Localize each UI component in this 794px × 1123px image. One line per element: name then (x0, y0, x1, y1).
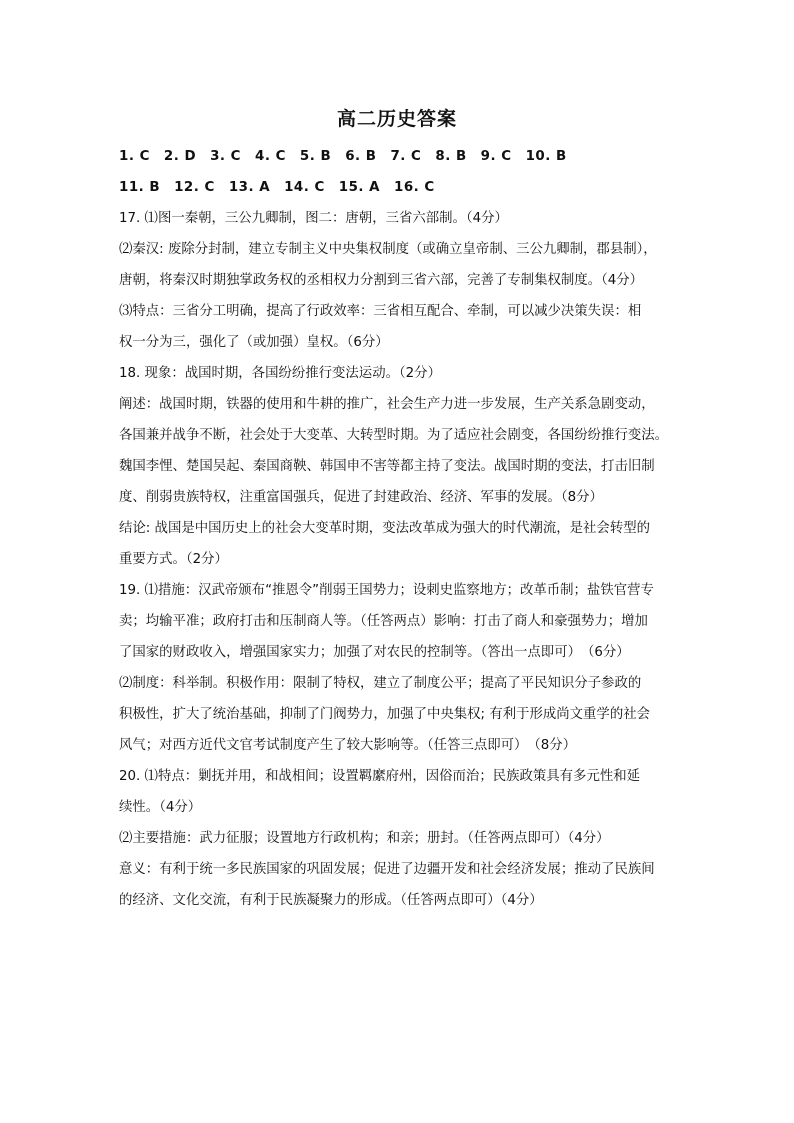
answer-line: 度、削弱贵族特权，注重富国强兵，促进了封建政治、经济、军事的发展。（8分） (119, 490, 603, 505)
answer-line: 20. ⑴特点：剿抚并用，和战相间；设置羁縻府州，因俗而治；民族政策具有多元性和延 (119, 769, 641, 784)
mc-answer: 11. B (119, 180, 161, 195)
mc-answer: 13. A (228, 180, 271, 195)
mc-answer: 9. C (480, 149, 512, 164)
multiple-choice-row-2 (119, 172, 694, 203)
mc-answer: 14. C (284, 180, 325, 195)
answer-line: 积极性，扩大了统治基础，抑制了门阀势力，加强了中央集权; 有利于形成尚文重学的社会 (119, 707, 650, 722)
answer-line: 17. ⑴图一秦朝，三公九卿制，图二：唐朝，三省六部制。（4分） (119, 211, 508, 226)
answer-line: 的经济、文化交流，有利于民族凝聚力的形成。（任答两点即可）（4分） (119, 893, 543, 908)
mc-answer: 10. B (525, 149, 567, 164)
mc-answer: 4. C (255, 149, 286, 164)
answer-line: 卖；均输平准；政府打击和压制商人等。（任答两点）影响：打击了商人和豪强势力；增加 (119, 614, 648, 629)
answer-line: 魏国李悝、楚国吴起、秦国商鞅、韩国申不害等都主持了变法。战国时期的变法，打击旧制 (119, 459, 655, 474)
answer-line: 权一分为三，强化了（或加强）皇权。（6分） (119, 335, 389, 350)
multiple-choice-row-1 (119, 141, 694, 172)
mc-answer: 12. C (174, 180, 215, 195)
mc-answer: 5. B (299, 149, 332, 164)
mc-answer: 8. B (435, 149, 467, 164)
answer-line: ⑵主要措施：武力征服；设置地方行政机构；和亲；册封。（任答两点即可）（4分） (119, 831, 610, 846)
mc-answer: 3. C (210, 149, 241, 164)
answer-line: 了国家的财政收入，增强国家实力；加强了对农民的控制等。（答出一点即可） （6分） (119, 645, 630, 660)
answer-line: ⑵秦汉: 废除分封制，建立专制主义中央集权制度（或确立皇帝制、三公九卿制，郡县制）， (119, 242, 657, 257)
answer-line: 意义：有利于统一多民族国家的巩固发展；促进了边疆开发和社会经济发展；推动了民族间 (119, 862, 655, 877)
mc-answer: 7. C (390, 149, 422, 164)
answer-line: 各国兼并战争不断，社会处于大变革、大转型时期。为了适应社会剧变，各国纷纷推行变法。 (119, 428, 669, 443)
answer-line: 续性。（4分） (119, 800, 202, 815)
answer-line: ⑶特点：三省分工明确，提高了行政效率：三省相互配合、牵制，可以减少决策失误：相 (119, 304, 642, 319)
answer-line: 阐述：战国时期，铁器的使用和牛耕的推广，社会生产力进一步发展，生产关系急剧变动， (119, 397, 655, 412)
answer-line: 风气；对西方近代文官考试制度产生了较大影响等。（任答三点即可） （8分） (119, 738, 577, 753)
mc-answer: 1. C (119, 149, 150, 164)
answer-line: 18. 现象：战国时期，各国纷纷推行变法运动。（2分） (119, 366, 441, 381)
answer-content (119, 141, 694, 916)
answer-line: ⑵制度：科举制。积极作用：限制了特权，建立了制度公平；提高了平民知识分子参政的 (119, 676, 642, 691)
answer-line: 唐朝，将秦汉时期独掌政务权的丞相权力分割到三省六部，完善了专制集权制度。（4分） (119, 273, 644, 288)
page-title: 高二历史答案 (336, 108, 457, 130)
answer-line: 重要方式。（2分） (119, 552, 228, 567)
mc-answer: 15. A (338, 180, 381, 195)
mc-answer: 16. C (394, 180, 435, 195)
answer-line: 19. ⑴措施：汉武帝颁布“推恩令”削弱王国势力；设刺史监察地方；改革币制；盐铁官营专 (119, 583, 654, 598)
mc-answer: 6. B (345, 149, 377, 164)
answer-line: 结论: 战国是中国历史上的社会大变革时期，变法改革成为强大的时代潮流，是社会转型的 (119, 521, 650, 536)
mc-answer: 2. D (163, 149, 197, 164)
